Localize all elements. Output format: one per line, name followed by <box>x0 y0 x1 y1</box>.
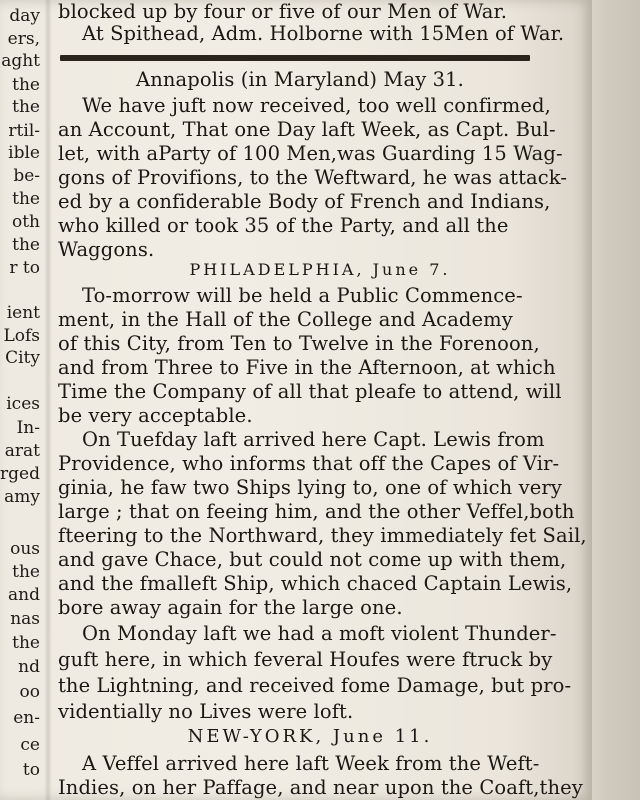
text-line: let, with aParty of 100 Men,was Guarding 15 Wag- <box>58 142 563 165</box>
column-fold-shadow <box>44 0 52 800</box>
left-column-fragment: City <box>5 348 40 368</box>
dateline-philadelphia: PHILADELPHIA, June 7. <box>189 260 451 279</box>
text-line: ment, in the Hall of the College and Academy <box>58 308 513 331</box>
dateline-new-york: NEW-YORK, June 11. <box>187 726 433 747</box>
left-column-fragment: be- <box>13 166 40 186</box>
text-line: ginia, he faw two Ships lying to, one of which very <box>58 476 562 499</box>
text-line: of this City, from Ten to Twelve in the Forenoon, <box>58 332 540 355</box>
text-line: On Monday laft we had a moft violent Thunder- <box>82 622 557 645</box>
text-line: We have juft now received, too well confirmed, <box>82 94 551 117</box>
news-column <box>52 0 588 800</box>
left-column-fragment: ous <box>10 539 40 559</box>
left-column-fragment: nas <box>10 609 40 629</box>
left-column-fragment: to <box>22 760 40 780</box>
text-line: an Account, That one Day laft Week, as Capt. Bul- <box>58 118 556 141</box>
text-line: A Veffel arrived here laft Week from the Weft- <box>82 752 540 775</box>
text-line: the Lightning, and received fome Damage, but pro- <box>58 674 572 697</box>
text-line: and gave Chace, but could not come up with them, <box>58 548 567 571</box>
left-column-fragment: Lofs <box>3 326 40 346</box>
text-line: videntially no Lives were loft. <box>58 700 354 723</box>
left-column-fragment: the <box>12 189 40 209</box>
left-column-fragment: rtil- <box>8 121 40 141</box>
text-line: and the fmalleft Ship, which chaced Captain Lewis, <box>58 572 573 595</box>
left-column-fragment: amy <box>4 487 40 507</box>
text-line: large ; that on feeing him, and the other Veffel,both <box>58 500 575 523</box>
left-column-fragment: arat <box>4 441 40 461</box>
text-line: On Tuefday laft arrived here Capt. Lewis from <box>82 428 545 451</box>
text-line: Indies, on her Paffage, and near upon the Coaft,they <box>58 776 583 799</box>
text-line: ed by a confiderable Body of French and Indians, <box>58 190 551 213</box>
text-line: guft here, in which feveral Houfes were ftruck by <box>58 648 553 671</box>
left-column-fragment: the <box>12 75 40 95</box>
left-column-fragment: and <box>8 585 40 605</box>
left-column-fragment: ices <box>6 394 40 414</box>
left-column-fragment: oo <box>19 682 40 702</box>
text-line: To-morrow will be held a Public Commence- <box>82 284 523 307</box>
left-column-fragment: r to <box>9 258 40 278</box>
text-line: gons of Provifions, to the Weftward, he was attack- <box>58 166 568 189</box>
left-column-fragment: ient <box>6 303 40 323</box>
left-column-fragment: en- <box>13 708 40 728</box>
left-column-fragment: rged <box>0 464 40 484</box>
page-edge-background <box>592 0 640 800</box>
left-column-fragment: ers, <box>7 29 40 49</box>
left-column-fragment: nd <box>18 657 40 677</box>
left-column-fragment: In- <box>16 418 40 438</box>
text-line: fteering to the Northward, they immediately fet Sail, <box>58 524 587 547</box>
dateline-annapolis: Annapolis (in Maryland) May 31. <box>136 68 464 91</box>
text-line: Waggons. <box>58 238 155 261</box>
header-line: blocked up by four or five of our Men of War. <box>58 0 508 23</box>
text-line: who killed or took 35 of the Party, and all the <box>58 214 509 237</box>
text-line: Time the Company of all that pleafe to attend, will <box>58 380 562 403</box>
text-line: Providence, who informs that off the Capes of Vir- <box>58 452 560 475</box>
left-column-fragment: day <box>9 6 40 26</box>
left-column-fragment: the <box>12 562 40 582</box>
left-column-fragment: ible <box>8 143 40 163</box>
left-column-fragment: aght <box>1 51 40 71</box>
text-line: be very acceptable. <box>58 404 253 427</box>
text-line: bore away again for the large one. <box>58 596 403 619</box>
header-line: At Spithead, Adm. Holborne with 15Men of War. <box>82 22 565 45</box>
left-column-fragments <box>0 0 44 800</box>
left-column-fragment: the <box>12 235 40 255</box>
left-column-fragment: oth <box>11 212 40 232</box>
left-column-fragment: the <box>12 633 40 653</box>
text-line: and from Three to Five in the Afternoon, at which <box>58 356 556 379</box>
section-rule <box>60 55 530 61</box>
left-column-fragment: the <box>12 97 40 117</box>
left-column-fragment: ce <box>20 735 40 755</box>
